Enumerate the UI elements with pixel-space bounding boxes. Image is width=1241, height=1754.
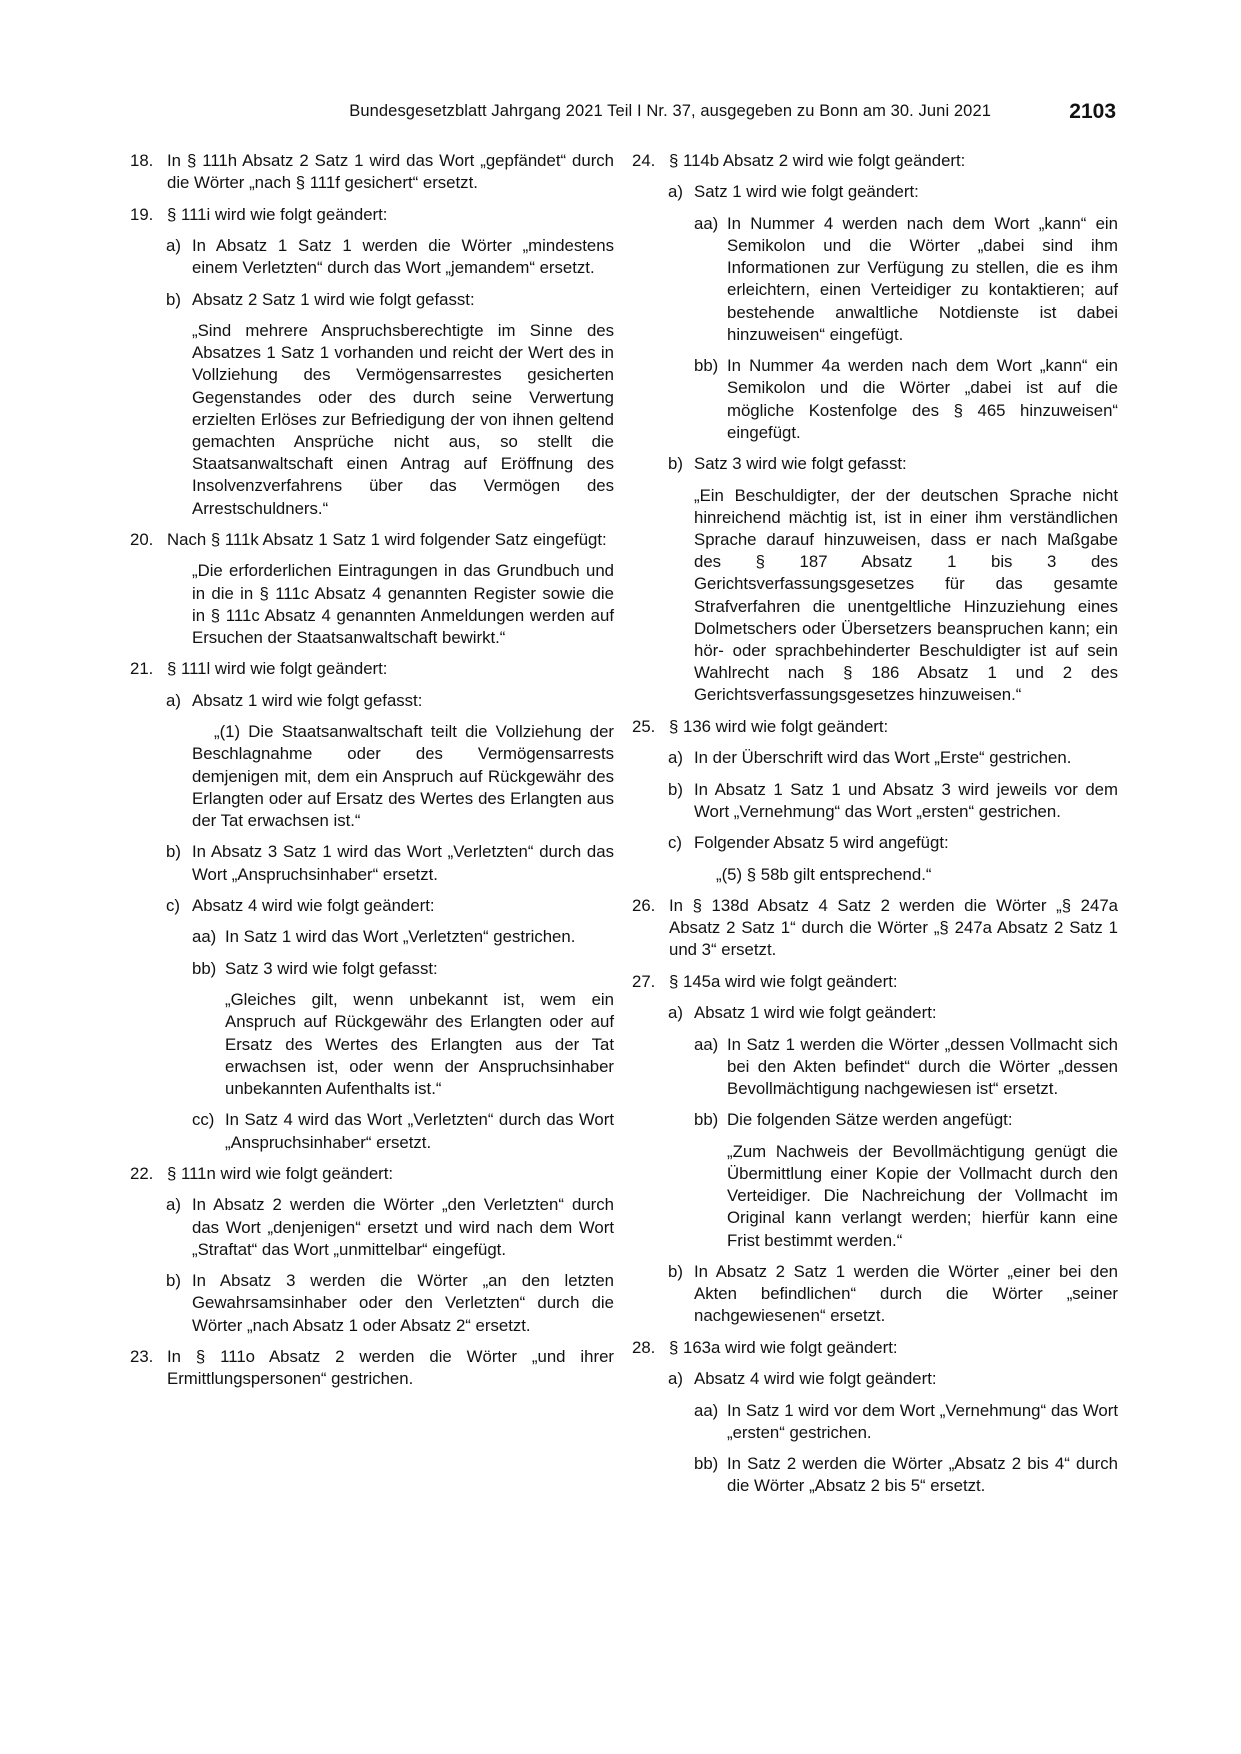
item-text: In Absatz 3 Satz 1 wird das Wort „Verletzten“ durch das Wort „Anspruchsinhaber“ ersetzt. <box>192 842 614 884</box>
item-text: „Gleiches gilt, wenn unbekannt ist, wem ein Anspruch auf Rückgewähr des Erlangten oder auf Ersatz des Wertes des Erlangten aus der Tat erwachsen ist, oder wenn der Anspruchsinhaber unbekannten Aufenthalts ist.“ <box>225 990 614 1098</box>
item-text: § 111i wird wie folgt geändert: <box>167 204 388 224</box>
item-text: Die folgenden Sätze werden angefügt: <box>727 1110 1013 1130</box>
item-text: Absatz 4 wird wie folgt geändert: <box>694 1369 937 1389</box>
list-item <box>632 355 1118 444</box>
item-text: In Absatz 1 Satz 1 und Absatz 3 wird jeweils vor dem Wort „Vernehmung“ das Wort „ersten“ gestrichen. <box>694 779 1118 821</box>
item-text: In Satz 1 wird das Wort „Verletzten“ gestrichen. <box>225 927 576 947</box>
item-text: Satz 3 wird wie folgt gefasst: <box>694 454 907 474</box>
list-item <box>130 1109 614 1153</box>
item-text: Absatz 1 wird wie folgt gefasst: <box>192 690 423 710</box>
item-text: In § 111o Absatz 2 werden die Wörter „und ihrer Ermittlungspersonen“ gestrichen. <box>167 1346 614 1389</box>
list-item <box>632 1368 1118 1390</box>
item-label: 21. <box>130 659 154 679</box>
item-label: a) <box>166 690 181 710</box>
quoted-text <box>632 485 1118 707</box>
item-label: b) <box>668 779 683 799</box>
item-text: In Satz 1 wird vor dem Wort „Vernehmung“ das Wort „ersten“ gestrichen. <box>727 1400 1118 1442</box>
list-item <box>632 779 1118 823</box>
quoted-text <box>130 560 614 649</box>
item-label: bb) <box>694 356 719 376</box>
item-text: „Sind mehrere Anspruchsberechtigte im Sinne des Absatzes 1 Satz 1 vorhanden und reicht der Wert des in Vollziehung des Vermögensarrestes gesicherten Gegenstandes oder des durch seine Verwertung erzielten Erlöses zur Befriedigung der von ihnen geltend gemachten Ansprüche nicht aus, so stellt die Staatsanwaltschaft einen Antrag auf Eröffnung des Insolvenzverfahrens über das Vermögen des Arrestschuldners.“ <box>192 320 614 518</box>
item-label: c) <box>166 895 180 915</box>
item-text: § 111l wird wie folgt geändert: <box>167 659 388 679</box>
list-item <box>130 895 614 917</box>
item-text: Absatz 2 Satz 1 wird wie folgt gefasst: <box>192 289 475 309</box>
item-text: In Nummer 4 werden nach dem Wort „kann“ ein Semikolon und die Wörter „dabei sind ihm Informationen zur Verfügung zu stellen, die es ihm erleichtern, einen Verteidiger zu kontaktieren; auf bestehende anwaltliche Notdienste ist dabei hinzuweisen“ eingefügt. <box>727 213 1118 344</box>
item-text: Satz 1 wird wie folgt geändert: <box>694 182 919 202</box>
item-text: § 136 wird wie folgt geändert: <box>669 716 889 736</box>
list-item <box>632 1400 1118 1444</box>
list-item <box>632 1337 1118 1359</box>
item-text: „(5) § 58b gilt entsprechend.“ <box>716 864 932 884</box>
list-item <box>632 832 1118 854</box>
quoted-text <box>130 989 614 1100</box>
item-text: In Absatz 2 Satz 1 werden die Wörter „einer bei den Akten befindlichen“ durch die Wörter „seiner nachgewiesenen“ ersetzt. <box>694 1261 1118 1326</box>
quoted-text <box>632 1141 1118 1252</box>
list-item <box>130 150 614 194</box>
item-label: 24. <box>632 151 656 170</box>
list-item <box>632 1453 1118 1497</box>
list-item <box>632 1109 1118 1131</box>
item-text: In Satz 2 werden die Wörter „Absatz 2 bis 4“ durch die Wörter „Absatz 2 bis 5“ ersetzt. <box>727 1454 1118 1496</box>
list-item <box>130 658 614 680</box>
item-text: „Ein Beschuldigter, der der deutschen Sprache nicht hinreichend mächtig ist, ist in einer ihm verständlichen Sprache darauf hinzuweisen, dass er nach Maßgabe des § 187 Absatz 1 bis 3 des Gerichtsverfassungsgesetzes für das gesamte Strafverfahren die unentgeltliche Hinzuziehung eines Dolmetschers oder Übersetzers beanspruchen kann; ein hör- oder sprachbehinderter Beschuldigter ist auf sein Wahlrecht nach § 186 Absatz 1 und 2 des Gerichtsverfassungsgesetzes hinzuweisen.“ <box>694 485 1118 705</box>
item-text: „Zum Nachweis der Bevollmächtigung genügt die Übermittlung einer Kopie der Vollmacht durch den Verteidiger. Die Nachreichung der Vollmacht im Original kann verlangt werden; hierfür kann eine Frist bestimmt werden.“ <box>727 1141 1118 1250</box>
item-label: 19. <box>130 204 154 224</box>
item-text: Folgender Absatz 5 wird angefügt: <box>694 833 949 853</box>
item-label: a) <box>668 1003 683 1023</box>
item-label: 25. <box>632 716 656 736</box>
item-label: b) <box>166 1271 181 1291</box>
list-item <box>632 971 1118 993</box>
item-text: § 111n wird wie folgt geändert: <box>167 1163 394 1183</box>
quoted-text <box>130 320 614 520</box>
page-header <box>130 100 1116 130</box>
item-text: § 163a wird wie folgt geändert: <box>669 1337 898 1357</box>
list-item <box>632 1002 1118 1024</box>
item-label: aa) <box>694 213 719 233</box>
item-label: bb) <box>694 1110 719 1130</box>
item-text: Nach § 111k Absatz 1 Satz 1 wird folgender Satz eingefügt: <box>167 529 607 549</box>
list-item <box>130 289 614 311</box>
item-label: a) <box>668 182 683 202</box>
item-text: § 145a wird wie folgt geändert: <box>669 971 898 991</box>
item-text: Satz 3 wird wie folgt gefasst: <box>225 958 438 978</box>
item-label: b) <box>668 1261 683 1281</box>
item-label: b) <box>166 842 181 862</box>
item-text: In § 138d Absatz 4 Satz 2 werden die Wörter „§ 247a Absatz 2 Satz 1“ durch die Wörter „§ 247a Absatz 2 Satz 1 und 3“ ersetzt. <box>669 895 1118 960</box>
list-item <box>632 150 1118 172</box>
list-item <box>130 690 614 712</box>
page-number: 2103 <box>1069 100 1116 123</box>
list-item <box>130 235 614 279</box>
list-item <box>632 453 1118 475</box>
list-item <box>130 958 614 980</box>
list-item <box>632 895 1118 962</box>
item-text: In Nummer 4a werden nach dem Wort „kann“ ein Semikolon und die Wörter „dabei ist auf die mögliche Kostenfolge des § 465 hinzuweisen“ eingefügt. <box>727 356 1118 442</box>
list-item <box>130 1163 614 1185</box>
item-text: In Absatz 2 werden die Wörter „den Verletzten“ durch das Wort „denjenigen“ ersetzt und wird nach dem Wort „Straftat“ das Wort „unmittelbar“ eingefügt. <box>192 1195 614 1259</box>
item-text: „Die erforderlichen Eintragungen in das Grundbuch und in die in § 111c Absatz 4 genannten Register sowie die in § 111c Absatz 4 genannten Anmeldungen werden auf Ersuchen der Staatsanwaltschaft bewirkt.“ <box>192 561 614 647</box>
quoted-text <box>632 864 1118 886</box>
item-text: In § 111h Absatz 2 Satz 1 wird das Wort „gepfändet“ durch die Wörter „nach § 111f gesichert“ ersetzt. <box>167 151 614 193</box>
left-column <box>130 150 614 1400</box>
gazette-title: Bundesgesetzblatt Jahrgang 2021 Teil I Nr. 37, ausgegeben zu Bonn am 30. Juni 2021 <box>349 102 991 120</box>
item-label: 23. <box>130 1346 154 1366</box>
item-text: Absatz 1 wird wie folgt geändert: <box>694 1003 937 1023</box>
item-label: a) <box>668 748 683 768</box>
item-label: c) <box>668 833 682 853</box>
item-text: § 114b Absatz 2 wird wie folgt geändert: <box>669 151 966 170</box>
item-label: cc) <box>192 1110 215 1130</box>
item-label: 27. <box>632 971 656 991</box>
item-label: bb) <box>694 1454 719 1474</box>
list-item <box>130 1346 614 1390</box>
item-label: 26. <box>632 895 656 915</box>
item-label: aa) <box>694 1400 719 1420</box>
item-text: Absatz 4 wird wie folgt geändert: <box>192 895 435 915</box>
item-text: In Absatz 1 Satz 1 werden die Wörter „mindestens einem Verletzten“ durch das Wort „jemandem“ ersetzt. <box>192 235 614 278</box>
list-item <box>632 1261 1118 1328</box>
item-text: In Satz 4 wird das Wort „Verletzten“ durch das Wort „Anspruchsinhaber“ ersetzt. <box>225 1110 614 1152</box>
item-label: 22. <box>130 1163 154 1183</box>
item-label: 28. <box>632 1337 656 1357</box>
item-label: b) <box>668 454 683 474</box>
item-label: 18. <box>130 151 154 170</box>
list-item <box>130 529 614 551</box>
item-label: a) <box>166 1195 181 1215</box>
list-item <box>632 181 1118 203</box>
item-label: aa) <box>694 1034 719 1054</box>
list-item <box>632 213 1118 346</box>
list-item <box>130 1194 614 1261</box>
list-item <box>632 1034 1118 1101</box>
right-column <box>632 150 1118 1507</box>
item-text: In Absatz 3 werden die Wörter „an den letzten Gewahrsamsinhaber oder den Verletzten“ durch die Wörter „nach Absatz 1 oder Absatz 2“ ersetzt. <box>192 1271 614 1335</box>
item-label: bb) <box>192 958 217 978</box>
item-text: In der Überschrift wird das Wort „Erste“ gestrichen. <box>694 748 1072 768</box>
list-item <box>130 1270 614 1337</box>
item-label: a) <box>668 1369 683 1389</box>
list-item <box>632 716 1118 738</box>
item-text: In Satz 1 werden die Wörter „dessen Vollmacht sich bei den Akten befindet“ durch die Wörter „dessen Bevollmächtigung nachgewiesen ist“ ersetzt. <box>727 1034 1118 1098</box>
item-label: b) <box>166 289 181 309</box>
quoted-text <box>130 721 614 832</box>
item-label: 20. <box>130 529 154 549</box>
list-item <box>632 747 1118 769</box>
list-item <box>130 204 614 226</box>
item-text: „(1) Die Staatsanwaltschaft teilt die Vollziehung der Beschlagnahme oder des Vermögensarrests demjenigen mit, dem ein Anspruch auf Rückgewähr des Erlangten oder auf Ersatz des Wertes des Erlangten aus der Tat erwachsen ist.“ <box>192 722 614 830</box>
list-item <box>130 926 614 948</box>
item-label: aa) <box>192 927 217 947</box>
item-label: a) <box>166 235 181 255</box>
list-item <box>130 841 614 885</box>
